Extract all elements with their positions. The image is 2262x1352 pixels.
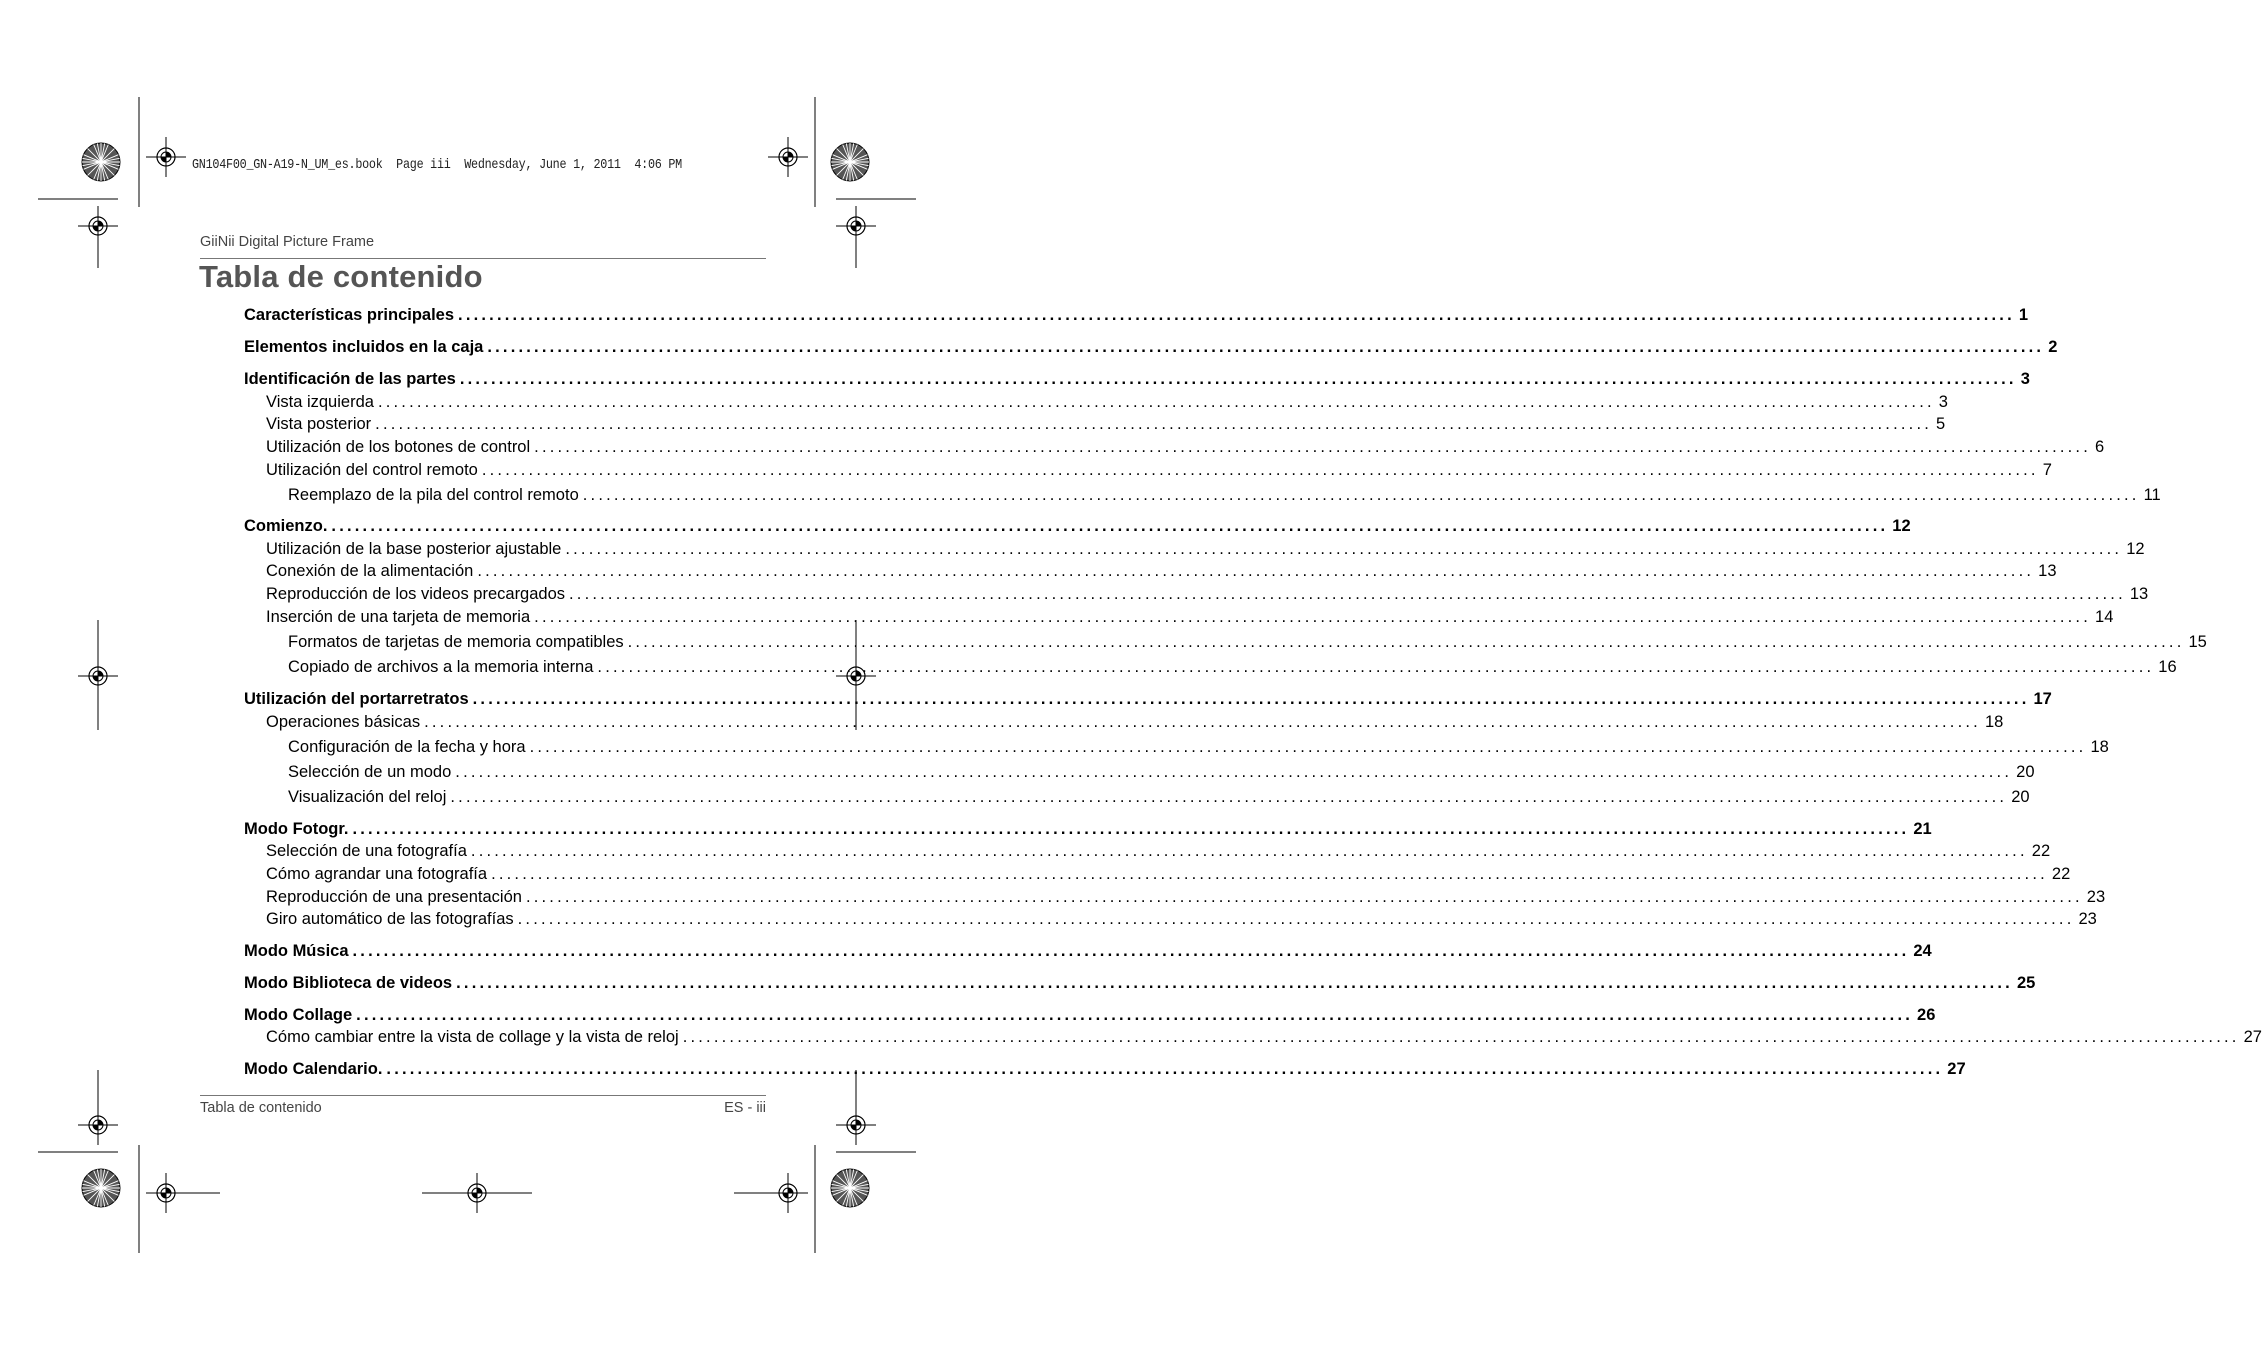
- toc-entry-page: 20: [2011, 788, 2030, 806]
- toc-entry-page: 22: [2031, 842, 2051, 860]
- toc-entry-page: 11: [2143, 486, 2161, 504]
- toc-entry-label: Formatos de tarjetas de memoria compatibles: [288, 633, 624, 651]
- toc-entry-label: Giro automático de las fotografías: [266, 910, 514, 928]
- toc-entry-page: 7: [2042, 461, 2052, 479]
- toc-entry-label: Conexión de la alimentación: [266, 562, 474, 580]
- toc-entry-page: 12: [2126, 540, 2145, 558]
- toc-entry-page: 20: [2016, 763, 2035, 781]
- toc-entry-page: 25: [2016, 974, 2036, 992]
- toc-entry[interactable]: [266, 392, 1948, 412]
- toc-entry[interactable]: [244, 305, 2029, 325]
- toc-entry[interactable]: [266, 887, 2106, 907]
- toc-entry-page: 14: [2095, 608, 2114, 626]
- toc-dot-leader: ........................................................................................................................................................................................................: [534, 438, 2092, 456]
- toc-entry[interactable]: [288, 485, 2161, 505]
- toc-dot-leader: ........................................................................................................................................................................................................: [477, 562, 2035, 580]
- toc-entry-label: Reproducción de los videos precargados: [266, 585, 566, 603]
- toc-dot-leader: ........................................................................................................................................................................................................: [472, 690, 2030, 708]
- toc-entry-label: Visualización del reloj: [288, 788, 447, 806]
- toc-entry[interactable]: [244, 1059, 1966, 1079]
- toc-dot-leader: ........................................................................................................................................................................................................: [534, 608, 2092, 626]
- toc-entry-label: Selección de una fotografía: [266, 842, 467, 860]
- toc-dot-leader: ........................................................................................................................................................................................................: [582, 486, 2140, 504]
- toc-entry-label: Reproducción de una presentación: [266, 888, 522, 906]
- page-title: Tabla de contenido: [199, 259, 483, 294]
- toc-entry-label: Modo Música: [244, 942, 349, 960]
- toc-entry[interactable]: [288, 737, 2109, 757]
- toc-entry-page: 3: [1938, 393, 1948, 411]
- toc-dot-leader: ........................................................................................................................................................................................................: [517, 910, 2075, 928]
- toc-entry-label: Inserción de una tarjeta de memoria: [266, 608, 531, 626]
- toc-entry-page: 18: [2090, 738, 2109, 756]
- toc-entry-label: Características principales: [244, 306, 455, 324]
- toc-entry-page: 27: [1947, 1060, 1966, 1078]
- toc-entry-page: 24: [1913, 942, 1932, 960]
- toc-entry-label: Utilización del portarretratos: [244, 690, 469, 708]
- toc-entry[interactable]: [266, 414, 1946, 434]
- toc-entry[interactable]: [266, 539, 2145, 559]
- toc-entry-page: 13: [2038, 562, 2057, 580]
- toc-entry-label: Reemplazo de la pila del control remoto: [288, 486, 579, 504]
- toc-entry-page: 18: [1984, 713, 2004, 731]
- toc-entry-page: 3: [2020, 370, 2030, 388]
- toc-entry[interactable]: [266, 1027, 2262, 1047]
- toc-entry-label: Vista posterior: [266, 415, 372, 433]
- toc-entry-page: 12: [1892, 517, 1911, 535]
- toc-entry-label: Selección de un modo: [288, 763, 452, 781]
- toc-dot-leader: ........................................................................................................................................................................................................: [356, 1006, 1914, 1024]
- toc-entry-page: 23: [2086, 888, 2106, 906]
- toc-dot-leader: ........................................................................................................................................................................................................: [450, 788, 2008, 806]
- toc-entry[interactable]: [244, 941, 1932, 961]
- toc-entry[interactable]: [266, 460, 2052, 480]
- toc-entry-label: Elementos incluidos en la caja: [244, 338, 484, 356]
- toc-entry-page: 22: [2051, 865, 2071, 883]
- toc-dot-leader: ........................................................................................................................................................................................................: [352, 942, 1910, 960]
- toc-entry-label: Operaciones básicas: [266, 713, 421, 731]
- toc-entry-label: Cómo cambiar entre la vista de collage y la vista de reloj: [266, 1028, 679, 1046]
- footer-page-number: ES - iii: [724, 1100, 766, 1116]
- toc-entry[interactable]: [288, 632, 2207, 652]
- toc-entry-page: 6: [2095, 438, 2105, 456]
- toc-entry-page: 26: [1917, 1006, 1936, 1024]
- toc-entry[interactable]: [266, 712, 2004, 732]
- toc-entry[interactable]: [288, 787, 2030, 807]
- toc-entry[interactable]: [266, 607, 2114, 627]
- toc-entry-label: Modo Collage: [244, 1006, 353, 1024]
- toc-entry-label: Vista izquierda: [266, 393, 374, 411]
- toc-entry[interactable]: [266, 841, 2051, 861]
- toc-entry-label: Copiado de archivos a la memoria interna: [288, 658, 594, 676]
- toc-entry[interactable]: [244, 337, 2058, 357]
- toc-dot-leader: ........................................................................................................................................................................................................: [459, 370, 2017, 388]
- toc-entry[interactable]: [266, 864, 2071, 884]
- toc-entry[interactable]: [288, 657, 2177, 677]
- toc-dot-leader: ........................................................................................................................................................................................................: [569, 585, 2126, 603]
- toc-entry[interactable]: [266, 437, 2105, 457]
- toc-entry-label: Modo Biblioteca de videos: [244, 974, 453, 992]
- toc-entry[interactable]: [244, 819, 1932, 839]
- toc-entry-label: Cómo agrandar una fotografía: [266, 865, 488, 883]
- toc-entry-label: Modo Fotogr.: [244, 820, 349, 838]
- footer-rule: [200, 1095, 766, 1096]
- toc-dot-leader: ........................................................................................................................................................................................................: [424, 713, 1981, 731]
- toc-entry[interactable]: [244, 973, 2036, 993]
- toc-dot-leader: ........................................................................................................................................................................................................: [470, 842, 2028, 860]
- toc-entry[interactable]: [244, 689, 2052, 709]
- toc-entry-page: 13: [2129, 585, 2149, 603]
- toc-entry[interactable]: [266, 561, 2057, 581]
- toc-entry[interactable]: [244, 369, 2030, 389]
- toc-entry-label: Identificación de las partes: [244, 370, 456, 388]
- toc-dot-leader: ........................................................................................................................................................................................................: [597, 658, 2155, 676]
- toc-entry[interactable]: [244, 1005, 1936, 1025]
- toc-dot-leader: ........................................................................................................................................................................................................: [386, 1060, 1944, 1078]
- toc-dot-leader: ........................................................................................................................................................................................................: [565, 540, 2123, 558]
- toc-entry-label: Utilización de los botones de control: [266, 438, 531, 456]
- toc-dot-leader: ........................................................................................................................................................................................................: [458, 306, 2015, 324]
- toc-entry[interactable]: [266, 909, 2097, 929]
- toc-dot-leader: ........................................................................................................................................................................................................: [682, 1028, 2240, 1046]
- footer-section-title: Tabla de contenido: [200, 1100, 322, 1116]
- toc-entry-label: Configuración de la fecha y hora: [288, 738, 526, 756]
- toc-entry[interactable]: [288, 762, 2035, 782]
- toc-dot-leader: ........................................................................................................................................................................................................: [352, 820, 1910, 838]
- running-header: GiiNii Digital Picture Frame: [200, 234, 375, 250]
- toc-entry-page: 15: [2188, 633, 2207, 651]
- toc-dot-leader: ........................................................................................................................................................................................................: [529, 738, 2087, 756]
- toc-entry[interactable]: [266, 584, 2149, 604]
- toc-entry-page: 5: [1936, 415, 1946, 433]
- toc-entry-page: 23: [2078, 910, 2097, 928]
- toc-entry[interactable]: [244, 516, 1911, 536]
- toc-dot-leader: ........................................................................................................................................................................................................: [481, 461, 2039, 479]
- toc-entry-page: 1: [2018, 306, 2029, 324]
- toc-entry-label: Modo Calendario.: [244, 1060, 383, 1078]
- toc-dot-leader: ........................................................................................................................................................................................................: [491, 865, 2048, 883]
- toc-entry-label: Utilización del control remoto: [266, 461, 478, 479]
- toc-entry-page: 2: [2048, 338, 2058, 356]
- toc-entry-page: 17: [2033, 690, 2052, 708]
- toc-entry-label: Comienzo.: [244, 517, 328, 535]
- toc-dot-leader: ........................................................................................................................................................................................................: [525, 888, 2083, 906]
- toc-dot-leader: ........................................................................................................................................................................................................: [331, 517, 1889, 535]
- print-slug-line: GN104F00_GN-A19-N_UM_es.book Page iii Wednesday, June 1, 2011 4:06 PM: [192, 157, 682, 173]
- toc-dot-leader: ........................................................................................................................................................................................................: [375, 415, 1933, 433]
- toc-entry-page: 27: [2243, 1028, 2262, 1046]
- toc-dot-leader: ........................................................................................................................................................................................................: [377, 393, 1935, 411]
- toc-dot-leader: ........................................................................................................................................................................................................: [455, 763, 2013, 781]
- toc-dot-leader: ........................................................................................................................................................................................................: [456, 974, 2013, 992]
- toc-entry-label: Utilización de la base posterior ajustable: [266, 540, 562, 558]
- toc-dot-leader: ........................................................................................................................................................................................................: [487, 338, 2045, 356]
- toc-entry-page: 21: [1913, 820, 1932, 838]
- toc-dot-leader: ........................................................................................................................................................................................................: [627, 633, 2185, 651]
- toc-entry-page: 16: [2158, 658, 2177, 676]
